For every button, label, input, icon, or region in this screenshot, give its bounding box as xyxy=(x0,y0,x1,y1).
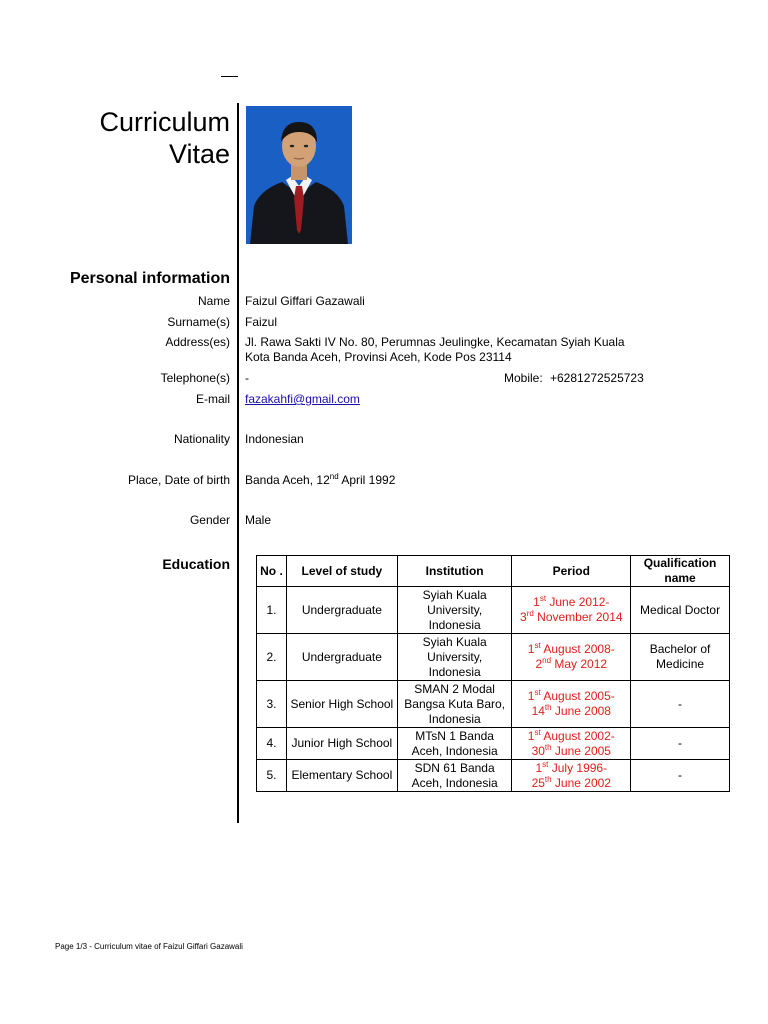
table-row xyxy=(257,728,730,760)
row-level: Undergraduate xyxy=(286,634,397,681)
cv-title-line1: Curriculum xyxy=(99,107,230,137)
row-period: 1st July 1996- 25th June 2002 xyxy=(512,760,631,792)
telephone-label: Telephone(s) xyxy=(160,371,230,385)
row-qualification: Bachelor of Medicine xyxy=(631,634,730,681)
personal-info-heading: Personal information xyxy=(69,270,230,287)
nationality-value: Indonesian xyxy=(245,432,304,446)
row-institution: Syiah Kuala University, Indonesia xyxy=(397,587,512,634)
table-row xyxy=(257,587,730,634)
cv-title-line2: Vitae xyxy=(168,139,230,169)
surname-value: Faizul xyxy=(245,315,278,329)
education-heading: Education xyxy=(162,556,230,572)
mobile-label: Mobile: xyxy=(504,371,543,385)
table-row xyxy=(257,760,730,792)
page-footer: Page 1/3 - Curriculum vitae of Faizul Giffari Gazawali xyxy=(55,942,243,951)
row-period: 1st August 2002- 30th June 2005 xyxy=(512,728,631,760)
gender-label: Gender xyxy=(189,513,230,527)
row-institution: SDN 61 Banda Aceh, Indonesia xyxy=(397,760,512,792)
address-line2: Kota Banda Aceh, Provinsi Aceh, Kode Pos 23114 xyxy=(245,350,512,364)
row-period: 1st August 2008- 2nd May 2012 xyxy=(512,634,631,681)
row-institution: MTsN 1 Banda Aceh, Indonesia xyxy=(397,728,512,760)
row-level: Undergraduate xyxy=(286,587,397,634)
row-level: Junior High School xyxy=(286,728,397,760)
row-qualification: - xyxy=(631,728,730,760)
name-label: Name xyxy=(197,294,230,308)
mobile-value: +6281272525723 xyxy=(550,371,644,385)
name-value: Faizul Giffari Gazawali xyxy=(245,294,365,308)
birth-sup: nd xyxy=(329,472,339,481)
surname-label: Surname(s) xyxy=(167,315,230,329)
email-link[interactable]: fazakahfi@gmail.com xyxy=(245,392,360,406)
row-no: 4. xyxy=(257,728,287,760)
row-level: Senior High School xyxy=(286,681,397,728)
row-qualification: - xyxy=(631,681,730,728)
row-period: 1st June 2012- 3rd November 2014 xyxy=(512,587,631,634)
table-row xyxy=(257,634,730,681)
vertical-divider xyxy=(237,103,239,823)
nationality-label: Nationality xyxy=(173,432,230,446)
address-line1: Jl. Rawa Sakti IV No. 80, Perumnas Jeulingke, Kecamatan Syiah Kuala xyxy=(245,335,625,349)
gender-value: Male xyxy=(245,513,272,527)
row-no: 3. xyxy=(257,681,287,728)
row-institution: SMAN 2 Modal Bangsa Kuta Baro, Indonesia xyxy=(397,681,512,728)
cv-title xyxy=(99,106,230,170)
row-no: 5. xyxy=(257,760,287,792)
person-portrait-icon xyxy=(246,106,352,244)
row-level: Elementary School xyxy=(286,760,397,792)
header-period: Period xyxy=(512,556,631,587)
header-qualification: Qualification name xyxy=(631,556,730,587)
birth-label: Place, Date of birth xyxy=(127,473,230,487)
table-row xyxy=(257,681,730,728)
birth-suffix: April 1992 xyxy=(338,473,396,487)
email-label: E-mail xyxy=(195,392,230,406)
birth-prefix: Banda Aceh, 12 xyxy=(245,473,330,487)
row-no: 2. xyxy=(257,634,287,681)
top-dash xyxy=(221,76,238,77)
address-label: Address(es) xyxy=(165,335,230,349)
header-level: Level of study xyxy=(286,556,397,587)
header-institution: Institution xyxy=(397,556,512,587)
profile-photo xyxy=(246,106,352,244)
education-header-row xyxy=(257,556,730,587)
header-no: No . xyxy=(257,556,287,587)
row-period: 1st August 2005- 14th June 2008 xyxy=(512,681,631,728)
education-table xyxy=(256,555,730,792)
row-institution: Syiah Kuala University, Indonesia xyxy=(397,634,512,681)
telephone-value: - xyxy=(245,371,249,385)
row-no: 1. xyxy=(257,587,287,634)
row-qualification: Medical Doctor xyxy=(631,587,730,634)
birth-value xyxy=(245,473,395,487)
row-qualification: - xyxy=(631,760,730,792)
